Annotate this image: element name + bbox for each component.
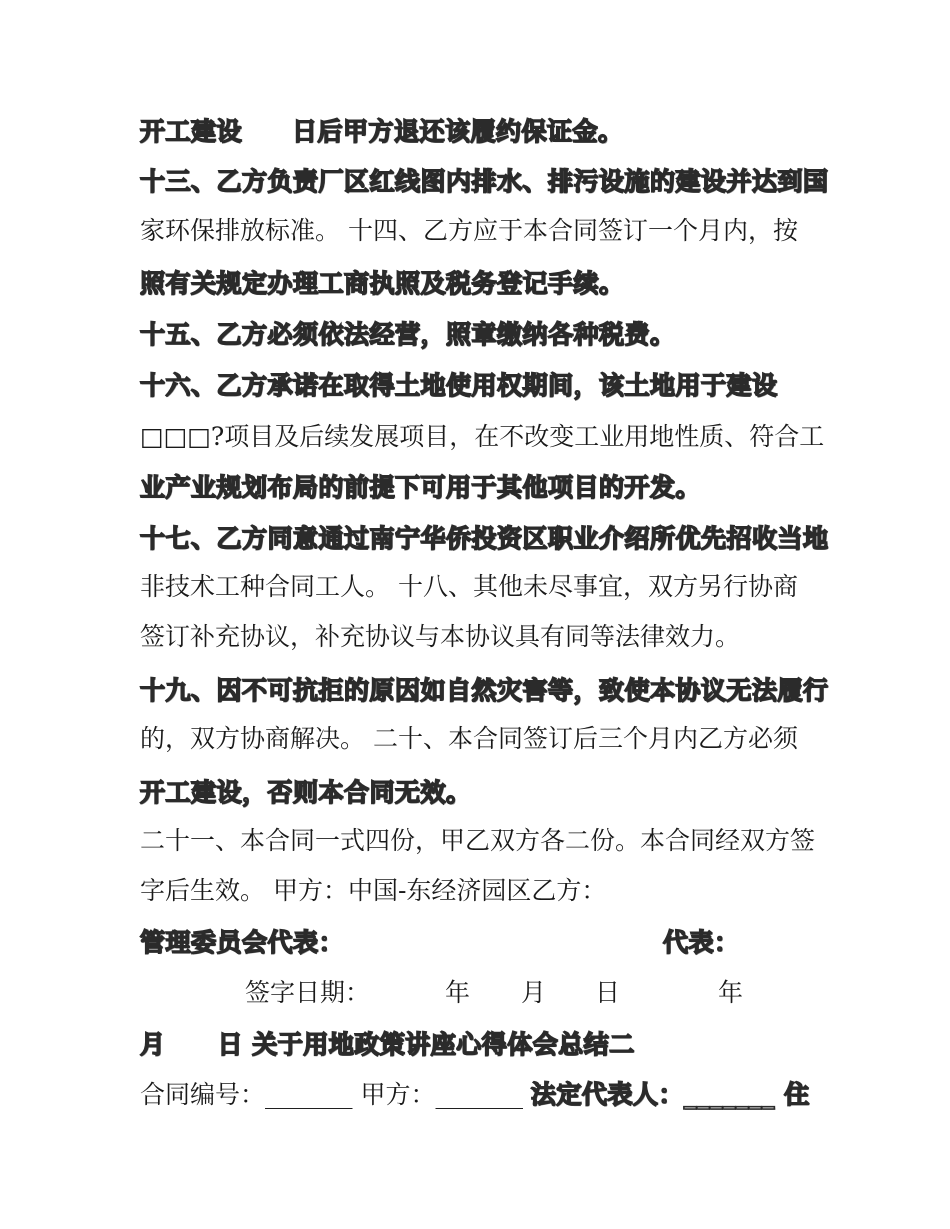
clause-21-line-1: 二十一、本合同一式四份，甲乙双方各二份。本合同经双方签 [140, 826, 816, 855]
clause-16-line-3: 业产业规划布局的前提下可用于其他项目的开发。 [140, 473, 702, 502]
clause-19-20-line: 的，双方协商解决。 二十、本合同签订后三个月内乙方必须 [140, 724, 798, 753]
text-line-1-b: 日后甲方退还该履约保证金。 [292, 117, 624, 146]
clause-17-line-1: 十七、乙方同意通过南宁华侨投资区职业介绍所优先招收当地 [140, 524, 829, 553]
clause-17-18-line: 非技术工种合同工人。 十八、其他未尽事宜，双方另行协商 [140, 572, 798, 601]
clause-21-line-2: 字后生效。 甲方：中国-东经济园区乙方： [140, 876, 607, 905]
clause-16-line-2: □□□?项目及后续发展项目，在不改变工业用地性质、符合工 [140, 422, 825, 451]
clause-16-line-1: 十六、乙方承诺在取得土地使用权期间，该土地用于建设 [140, 371, 778, 400]
month-day-title-line [140, 1028, 635, 1062]
party-a-representative-label: 管理委员会代表： [140, 928, 345, 957]
signature-date-label: 签字日期： [245, 978, 371, 1007]
signature-date-month-a: 月 [521, 978, 547, 1007]
signature-date-month-b: 月 [140, 1030, 166, 1059]
clause-13-14-line: 家环保排放标准。 十四、乙方应于本合同签订一个月内，按 [140, 216, 798, 245]
second-document-title: 日 关于用地政策讲座心得体会总结二 [217, 1030, 635, 1059]
signature-representatives-line [140, 926, 740, 960]
clause-13-line: 十三、乙方负责厂区红线图内排水、排污设施的建设并达到国 [140, 167, 829, 196]
clause-15-line: 十五、乙方必须依法经营，照章缴纳各种税费。 [140, 320, 676, 349]
contract-number-party-a: 合同编号：_______ 甲方：_______ [140, 1080, 531, 1109]
text-line-1-a: 开工建设 [140, 117, 243, 146]
clause-19-line-1: 十九、因不可抗拒的原因如自然灾害等，致使本协议无法履行 [140, 676, 829, 705]
signature-date-day-a: 日 [595, 978, 621, 1007]
clause-14-line: 照有关规定办理工商执照及税务登记手续。 [140, 269, 625, 298]
clause-18-line: 签订补充协议，补充协议与本协议具有同等法律效力。 [140, 622, 741, 651]
signature-date-year-b: 年 [718, 978, 744, 1007]
contract-header-line [140, 1078, 810, 1113]
clause-20-line: 开工建设，否则本合同无效。 [140, 778, 472, 807]
legal-representative-label: 法定代表人：_______ 住 [530, 1080, 810, 1109]
text-line-1 [140, 115, 624, 149]
party-b-representative-label: 代表： [663, 928, 740, 957]
signature-date-year-a: 年 [445, 978, 471, 1007]
